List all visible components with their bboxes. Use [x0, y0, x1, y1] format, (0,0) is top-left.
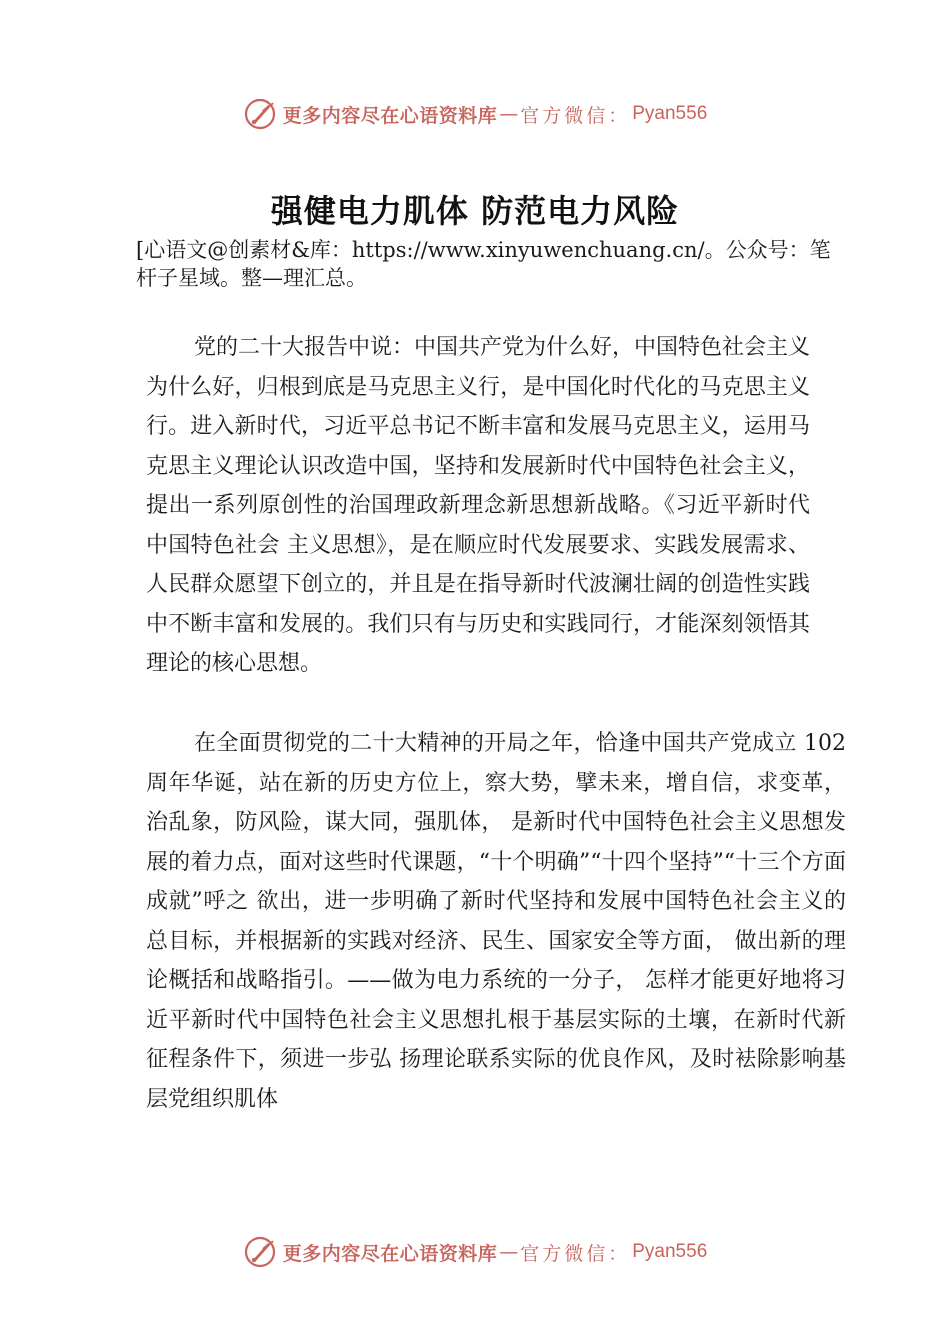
- quill-logo-icon: [243, 97, 277, 131]
- banner-wechat-id: Pyan556: [632, 103, 708, 124]
- quill-logo-icon: [243, 1235, 277, 1269]
- banner-text: 更多内容尽在心语资料库: [282, 1242, 498, 1265]
- banner-wechat-label: 官方微信：: [520, 1242, 631, 1265]
- header-banner: [0, 94, 950, 134]
- banner-text: 更多内容尽在心语资料库: [282, 104, 498, 127]
- source-line: [心语文@创素材&库：https://www.xinyuwenchuang.cn/。公众号：笔杆子星域。整—理汇总。: [136, 238, 831, 290]
- banner-wechat-id: Pyan556: [632, 1241, 708, 1262]
- footer-banner: [0, 1232, 950, 1272]
- banner-wechat-label: 官方微信：: [520, 104, 631, 127]
- paragraph-2: 在全面贯彻党的二十大精神的开局之年，恰逢中国共产党成立 102 周年华诞，站在新的历史方位上，察大势，擘未来，增自信，求变革，治乱象，防风险，谋大同，强肌体， 是新时代中国特色社会主义思想发展的着力点，面对这些时代课题，“十个明确”“十四个坚持”“十三个方面成就”呼之 欲出，进一步明确了新时代坚持和发展中国特色社会主义的总目标，并根据新的实践对经济、民生、国家安全等方面， 做出新的理论概括和战略指引。——做为电力系统的一分子， 怎样才能更好地将习近平新时代中国特色社会主义思想扎根于基层实际的土壤，在新时代新征程条件下，须进一步弘 扬理论联系实际的优良作风，及时袪除影响基层党组织肌体: [146, 731, 846, 1112]
- banner-dash: —: [499, 1241, 519, 1263]
- page-title: 强健电力肌体 防范电力风险: [270, 192, 680, 230]
- paragraph-1: 党的二十大报告中说：中国共产党为什么好，中国特色社会主义为什么好，归根到底是马克思主义行，是中国化时代化的马克思主义行。进入新时代，习近平总书记不断丰富和发展马克思主义，运用马克思主义理论认识改造中国，坚持和发展新时代中国特色社会主义，提出一系列原创性的治国理政新理念新思想新战略。《习近平新时代中国特色社会 主义思想》，是在顺应时代发展要求、实践发展需求、人民群众愿望下创立的，并且是在指导新时代波澜壮阔的创造性实践中不断丰富和发展的。我们只有与历史和实践同行，才能深刻领悟其理论的核心思想。: [146, 335, 811, 676]
- banner-dash: —: [499, 103, 519, 125]
